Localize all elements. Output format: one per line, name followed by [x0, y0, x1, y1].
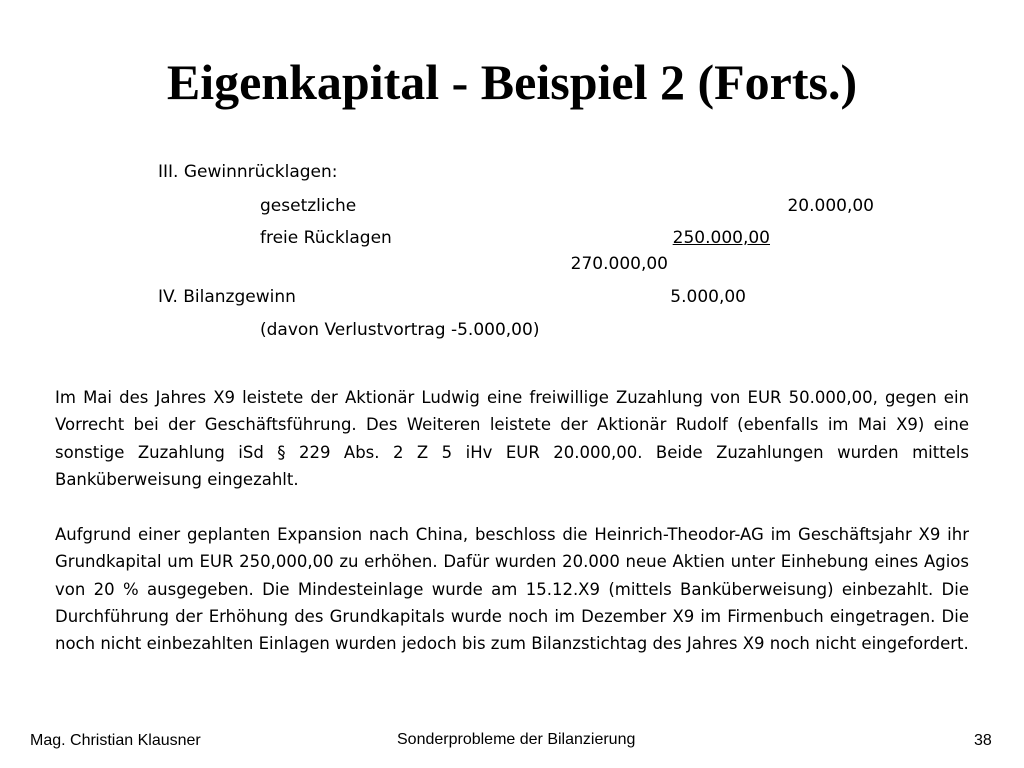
- verlustvortrag-note: (davon Verlustvortrag -5.000,00): [260, 320, 540, 340]
- subtotal-value: 270.000,00: [570, 254, 668, 274]
- gesetzliche-label: gesetzliche: [260, 196, 357, 216]
- slide-title: Eigenkapital - Beispiel 2 (Forts.): [166, 54, 858, 110]
- gesetzliche-value: 20.000,00: [787, 196, 874, 216]
- footer-author: Mag. Christian Klausner: [30, 732, 201, 749]
- footer-course: Sonderprobleme der Bilanzierung: [397, 731, 636, 748]
- paragraph-zuzahlungen: Im Mai des Jahres X9 leistete der Aktionär Ludwig eine freiwillige Zuzahlung von EUR 50.000,00, gegen ein Vorrecht bei der Geschäftsführung. Des Weiteren leistete der Aktionär Rudolf (ebenfalls im Mai X9) eine sonstige Zuzahlung iSd § 229 Abs. 2 Z 5 iHv EUR 20.000,00. Beide Zuzahlungen wurden mittels Banküberweisung eingezahlt.: [55, 388, 969, 489]
- freie-ruecklagen-label: freie Rücklagen: [260, 228, 392, 248]
- paragraph-kapitalerhoehung: Aufgrund einer geplanten Expansion nach China, beschloss die Heinrich-Theodor-AG im Geschäftsjahr X9 ihr Grundkapital um EUR 250,000,00 zu erhöhen. Dafür wurden 20.000 neue Aktien unter Einhebung eines Agios von 20 % ausgegeben. Die Mindesteinlage wurde am 15.12.X9 (mittels Banküberweisung) einbezahlt. Die Durchführung der Erhöhung des Grundkapitals wurde noch im Dezember X9 im Firmenbuch eingetragen. Die noch nicht einbezahlten Einlagen wurden jedoch bis zum Bilanzstichtag des Jahres X9 noch nicht eingefordert.: [55, 525, 969, 654]
- section-iv-label: IV. Bilanzgewinn: [158, 287, 296, 307]
- bilanzgewinn-value: 5.000,00: [670, 287, 746, 307]
- section-iii-label: III. Gewinnrücklagen:: [158, 162, 338, 182]
- footer-page-number: 38: [974, 732, 992, 749]
- freie-ruecklagen-value: 250.000,00: [672, 228, 770, 248]
